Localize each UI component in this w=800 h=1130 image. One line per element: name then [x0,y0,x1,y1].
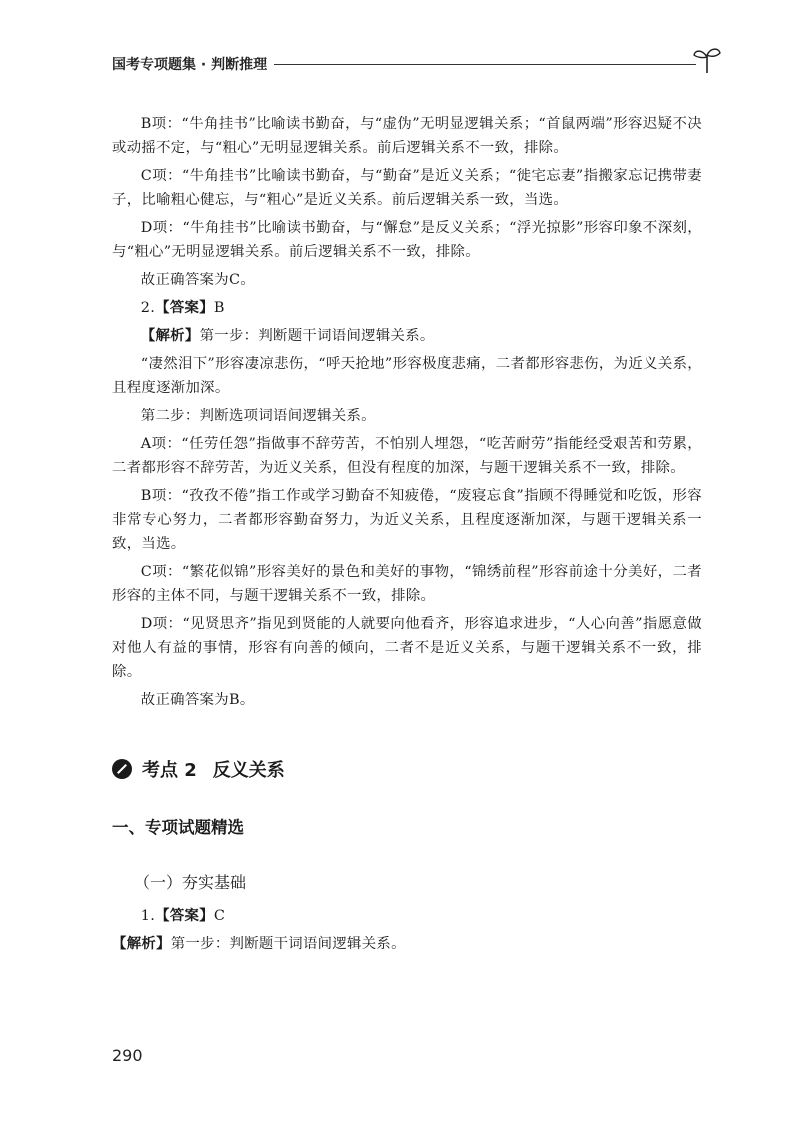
no-entry-icon [112,759,132,779]
paragraph: 故正确答案为C。 [140,272,255,288]
answer-line [112,904,702,928]
analysis-text: 第一步：判断题干词语间逻辑关系。 [170,936,406,952]
answer-label: 【答案】 [155,908,214,924]
paragraph: 第二步：判断选项词语间逻辑关系。 [140,408,376,424]
paragraph: C项：“繁花似锦”形容美好的景色和美好的事物，“锦绣前程”形容前途十分美好，二者形容的主体不同，与题干逻辑关系不一致，排除。 [112,564,702,604]
paragraph: A项：“任劳任怨”指做事不辞劳苦，不怕别人埋怨，“吃苦耐劳”指能经受艰苦和劳累，二者都形容不辞劳苦，为近义关系，但没有程度的加深，与题干逻辑关系不一致，排除。 [112,436,702,476]
paragraph: 故正确答案为B。 [140,692,255,708]
answer-line [112,296,702,320]
page-content [112,112,702,956]
analysis-text: 第一步：判断题干词语间逻辑关系。 [199,328,435,344]
paragraph: D项：“牛角挂书”比喻读书勤奋，与“懈怠”是反义关系；“浮光掠影”形容印象不深刻，与“粗心”无明显逻辑关系。前后逻辑关系不一致，排除。 [112,220,702,260]
section-number: 考点 2 [142,760,197,781]
header-title: 国考专项题集 · 判断推理 [112,57,268,73]
analysis-line [112,932,702,956]
sprout-icon [692,46,722,74]
analysis-label: 【解析】 [112,936,171,952]
paragraph: D项：“见贤思齐”指见到贤能的人就要向他看齐，形容追求进步，“人心向善”指愿意做对他人有益的事情，形容有向善的倾向，二者不是近义关系，与题干逻辑关系不一致，排除。 [112,616,702,680]
analysis-label: 【解析】 [140,328,200,344]
running-header [112,52,722,80]
answer-value: C [213,908,226,924]
question-number: 1. [140,908,156,924]
section-heading [112,754,702,784]
paragraph: B项：“牛角挂书”比喻读书勤奋，与“虚伪”无明显逻辑关系；“首鼠两端”形容迟疑不决或动摇不定，与“粗心”无明显逻辑关系。前后逻辑关系不一致，排除。 [112,116,702,156]
paragraph: “凄然泪下”形容凄凉悲伤，“呼天抢地”形容极度悲痛，二者都形容悲伤，为近义关系，且程度逐渐加深。 [112,356,702,396]
paragraph: C项：“牛角挂书”比喻读书勤奋，与“勤奋”是近义关系；“徙宅忘妻”指搬家忘记携带妻子，比喻粗心健忘，与“粗心”是近义关系。前后逻辑关系一致，当选。 [112,168,702,208]
question-number: 2. [140,300,156,316]
answer-value: B [213,300,225,316]
sub-subheading: （一）夯实基础 [134,873,247,892]
section-title: 反义关系 [212,760,285,781]
header-rule [274,64,696,65]
paragraph: B项：“孜孜不倦”指工作或学习勤奋不知疲倦，“废寝忘食”指顾不得睡觉和吃饭，形容非常专心努力，二者都形容勤奋努力，为近义关系，且程度逐渐加深，与题干逻辑关系一致，当选。 [112,488,702,552]
analysis-line [112,324,702,348]
subheading: 一、专项试题精选 [112,818,244,837]
page-number: 290 [112,1046,143,1065]
answer-label: 【答案】 [155,300,214,316]
